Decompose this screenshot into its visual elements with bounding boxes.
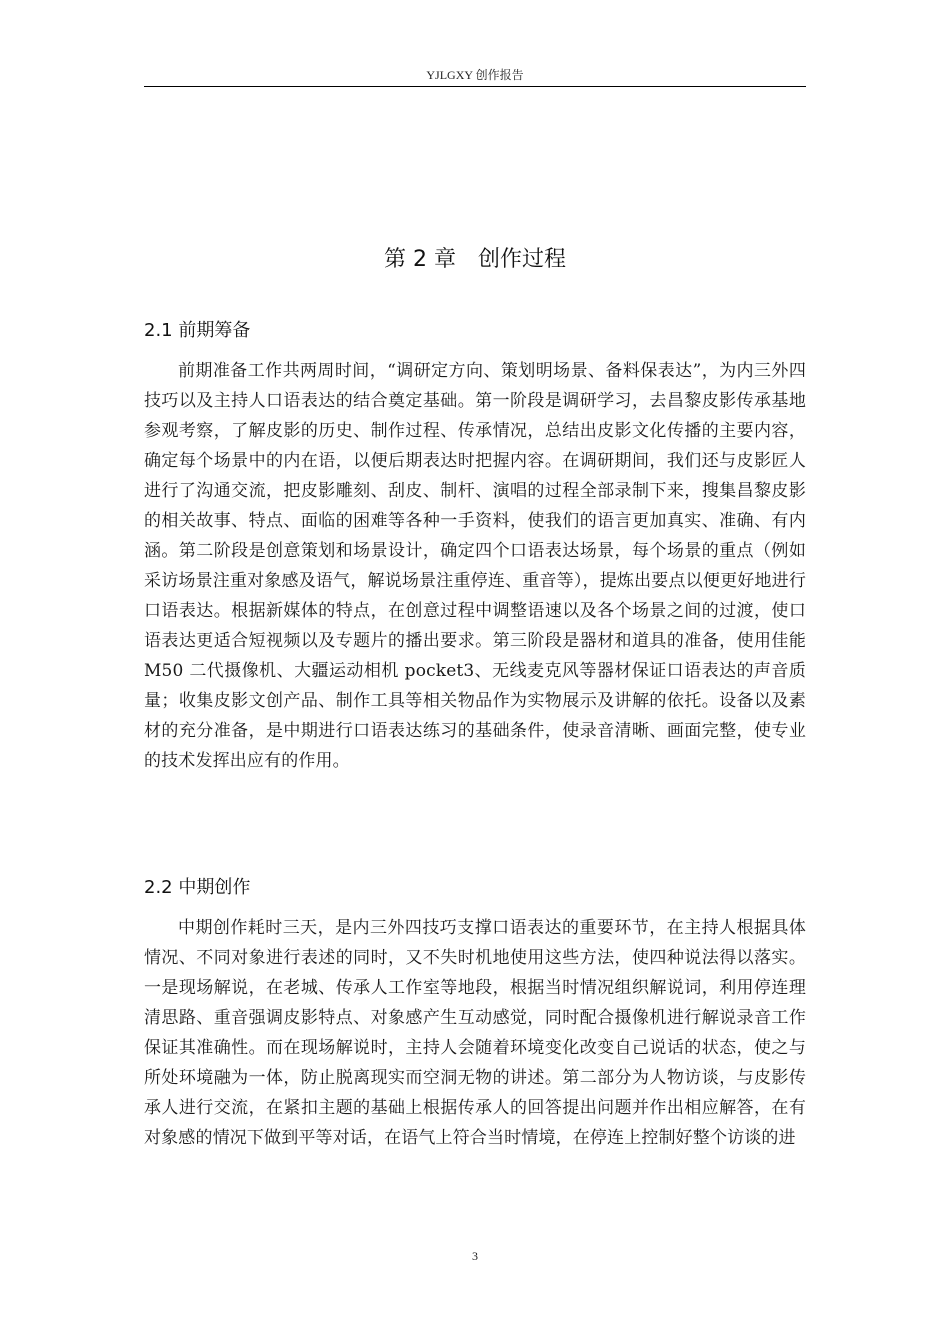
section-heading-2-1: 2.1 前期筹备 <box>144 320 251 341</box>
section-paragraph-2-2: 中期创作耗时三天，是内三外四技巧支撑口语表达的重要环节，在主持人根据具体情况、不同对象进行表述的同时，又不失时机地使用这些方法，使四种说法得以落实。一是现场解说，在老城、传承人工作室等地段，根据当时情况组织解说词，利用停连理清思路、重音强调皮影特点、对象感产生互动感觉，同时配合摄像机进行解说录音工作保证其准确性。而在现场解说时，主持人会随着环境变化改变自己说话的状态，使之与所处环境融为一体，防止脱离现实而空洞无物的讲述。第二部分为人物访谈，与皮影传承人进行交流，在紧扣主题的基础上根据传承人的回答提出问题并作出相应解答，在有对象感的情况下做到平等对话，在语气上符合当时情境，在停连上控制好整个访谈的进 <box>144 918 806 1148</box>
chapter-title: 第 2 章 创作过程 <box>384 247 566 272</box>
page-header <box>144 60 806 87</box>
header-title: YJLGXY 创作报告 <box>426 68 524 82</box>
section-paragraph-2-1: 前期准备工作共两周时间，“调研定方向、策划明场景、备料保表达”，为内三外四技巧以及主持人口语表达的结合奠定基础。第一阶段是调研学习，去昌黎皮影传承基地参观考察，了解皮影的历史、制作过程、传承情况，总结出皮影文化传播的主要内容，确定每个场景中的内在语，以便后期表达时把握内容。在调研期间，我们还与皮影匠人进行了沟通交流，把皮影雕刻、刮皮、制杆、演唱的过程全部录制下来，搜集昌黎皮影的相关故事、特点、面临的困难等各种一手资料，使我们的语言更加真实、准确、有内涵。第二阶段是创意策划和场景设计，确定四个口语表达场景，每个场景的重点（例如采访场景注重对象感及语气，解说场景注重停连、重音等），提炼出要点以便更好地进行口语表达。根据新媒体的特点，在创意过程中调整语速以及各个场景之间的过渡，使口语表达更适合短视频以及专题片的播出要求。第三阶段是器材和道具的准备，使用佳能 M50 二代摄像机、大疆运动相机 pocket3、无线麦克风等器材保证口语表达的声音质量；收集皮影文创产品、制作工具等相关物品作为实物展示及讲解的依托。设备以及素材的充分准备，是中期进行口语表达练习的基础条件，使录音清晰、画面完整，使专业的技术发挥出应有的作用。 <box>144 361 806 771</box>
page-number: 3 <box>472 1249 478 1263</box>
section-heading-2-2: 2.2 中期创作 <box>144 877 251 898</box>
